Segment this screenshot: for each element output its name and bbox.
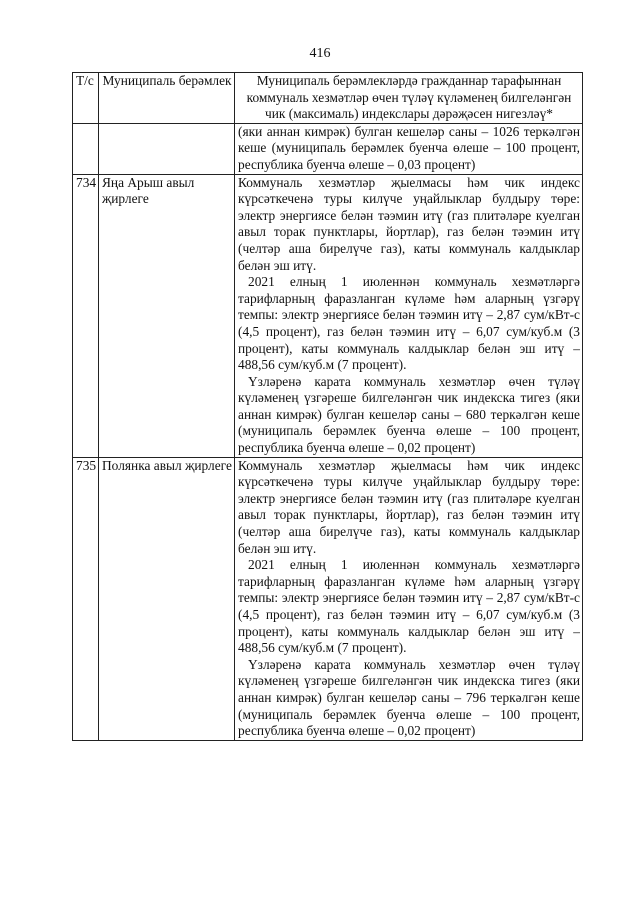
row-municipality: Полянка авыл җирлеге (99, 457, 235, 740)
row-description (235, 123, 583, 174)
row-description (235, 174, 583, 457)
page-number: 416 (309, 46, 331, 61)
row-paragraph: (яки аннан кимрәк) булган кешеләр саны – 1026 теркәлгән кеше (муниципаль берәмлек буенча өлеше – 100 процент, республика буенча өлеше – 0,03 процент) (238, 123, 580, 172)
row-municipality (99, 123, 235, 174)
header-number: Т/с (73, 73, 99, 124)
row-description (235, 457, 583, 740)
header-municipality: Муниципаль берәмлек (99, 73, 235, 124)
row-paragraph: Үзләренә карата коммуналь хезмәтләр өчен түләү күләменең үзгәреше билгеләнгән чик индекска тигез (яки аннан кимрәк) булган кешеләр саны – 796 теркәлгән кеше (муниципаль берәмлек буенча өлеше – 100 процент, республика буенча өлеше – 0,02 процент) (238, 656, 580, 739)
tariff-table (72, 72, 583, 741)
row-paragraph: Коммуналь хезмәтләр җыелмасы һәм чик индекс күрсәткеченә туры килүче уңайлыклар булдыру төре: электр энергиясе белән тәэмин итү (газ плитәләре куелган авыл торак пунктлары, йортлар), газ белән тәэмин итү (челтәр аша бирелүче газ), каты коммуналь калдыклар белән эш итү. (238, 174, 580, 273)
row-paragraph: Коммуналь хезмәтләр җыелмасы һәм чик индекс күрсәткеченә туры килүче уңайлыклар булдыру төре: электр энергиясе белән тәэмин итү (газ плитәләре куелган авыл торак пунктлары, йортлар), газ белән тәэмин итү (челтәр аша бирелүче газ), каты коммуналь калдыклар белән эш итү. (238, 457, 580, 556)
table-header-row (73, 73, 583, 124)
row-municipality: Яңа Арыш авыл җирлеге (99, 174, 235, 457)
row-number: 735 (73, 457, 99, 740)
row-number (73, 123, 99, 174)
row-number: 734 (73, 174, 99, 457)
row-paragraph: 2021 елның 1 июленнән коммуналь хезмәтләргә тарифларның фаразланган күләме һәм аларның үзгәрү темпы: электр энергиясе белән тәэмин итү – 2,87 сум/кВт-с (4,5 процент), газ белән тәэмин итү – 6,07 сум/куб.м (3 процент), каты коммуналь калдыклар белән эш итү – 488,56 сум/куб.м (7 процент). (238, 557, 580, 656)
row-paragraph: 2021 елның 1 июленнән коммуналь хезмәтләргә тарифларның фаразланган күләме һәм аларның үзгәрү темпы: электр энергиясе белән тәэмин итү – 2,87 сум/кВт-с (4,5 процент), газ белән тәэмин итү – 6,07 сум/куб.м (3 процент), каты коммуналь калдыклар белән эш итү – 488,56 сум/куб.м (7 процент). (238, 274, 580, 373)
table-row (73, 457, 583, 740)
table-row (73, 174, 583, 457)
header-description: Муниципаль берәмлекләрдә гражданнар тарафыннан коммуналь хезмәтләр өчен түләү күләменең билгеләнгән чик (максималь) индекслары дәрәҗәсен нигезләү* (235, 73, 583, 124)
row-paragraph: Үзләренә карата коммуналь хезмәтләр өчен түләү күләменең үзгәреше билгеләнгән чик индекска тигез (яки аннан кимрәк) булган кешеләр саны – 680 теркәлгән кеше (муниципаль берәмлек буенча өлеше – 100 процент, республика буенча өлеше – 0,02 процент) (238, 373, 580, 456)
table-row (73, 123, 583, 174)
